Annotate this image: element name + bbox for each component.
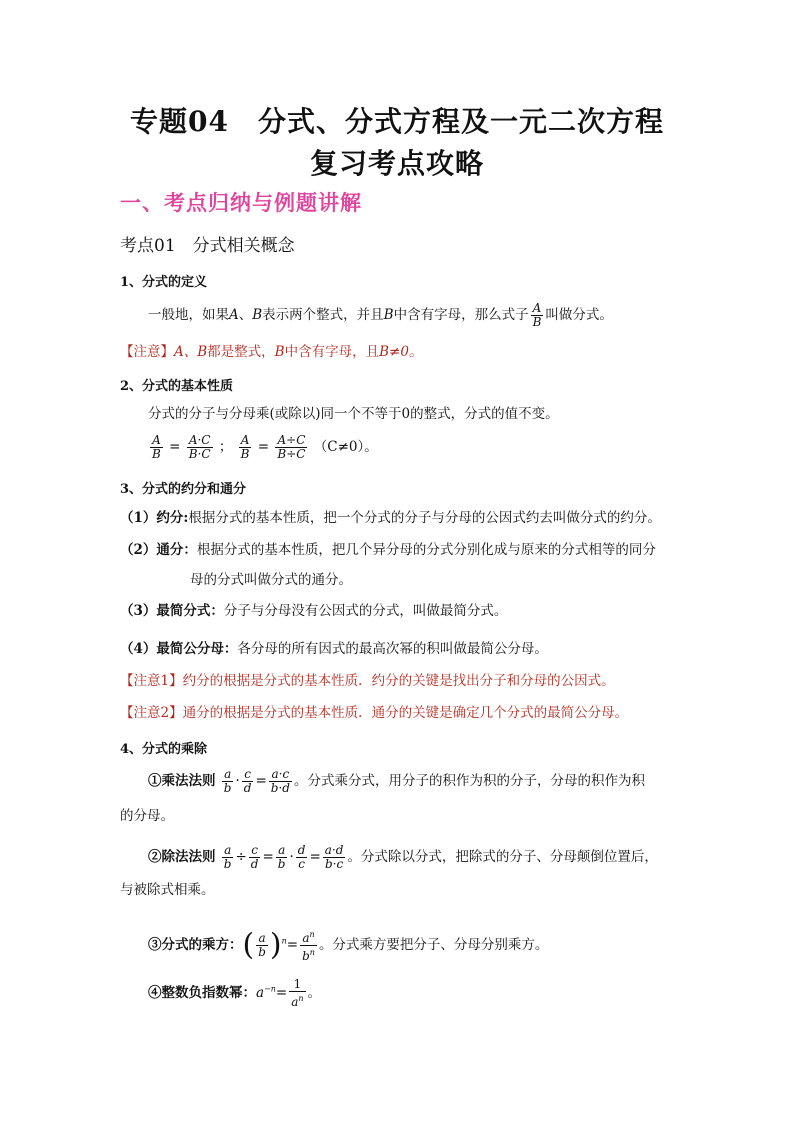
s4-pow-label: ③分式的乘方： bbox=[148, 937, 243, 953]
s4-mul-f2-den: d bbox=[243, 781, 252, 795]
s1-fraction bbox=[531, 302, 544, 329]
s3-item3-label: （3）最简分式： bbox=[120, 603, 224, 619]
s4-pow-eq: = bbox=[286, 937, 299, 953]
s1-var-a: A bbox=[229, 307, 239, 323]
s1-note-t1: A、B bbox=[174, 344, 208, 360]
s1-var-b2: B bbox=[383, 307, 394, 323]
s2-f3-num: A bbox=[240, 433, 250, 447]
s1-sep: 、 bbox=[238, 307, 253, 323]
s4-mul-f1 bbox=[222, 768, 234, 795]
s4-div-f4-den: c bbox=[298, 857, 305, 871]
s1-definition bbox=[148, 302, 613, 329]
s2-formula bbox=[148, 434, 378, 461]
section-banner: 一、考点归纳与例题讲解 bbox=[120, 191, 362, 215]
s4-div-f1 bbox=[222, 844, 234, 871]
s3-note1-text: 约分的根据是分式的基本性质．约分的关键是找出分子和分母的公因式。 bbox=[182, 673, 615, 689]
s3-note-1 bbox=[120, 671, 615, 691]
s1-frac-den: B bbox=[532, 315, 542, 329]
s3-item3-text: 分子与分母没有公因式的分式，叫做最简分式。 bbox=[223, 603, 508, 619]
s2-f2-den: B·C bbox=[188, 447, 211, 461]
s4-pow-r-den bbox=[300, 945, 317, 963]
s4-div-f4 bbox=[296, 844, 308, 871]
s4-mul-rule bbox=[148, 768, 645, 795]
s1-var-b: B bbox=[252, 307, 263, 323]
s4-div-f3-num: a bbox=[278, 843, 286, 857]
s3-item1-text: 根据分式的基本性质，把一个分式的分子与分母的公因式约去叫做分式的约分。 bbox=[188, 510, 661, 526]
s4-div-f2-den: d bbox=[250, 857, 259, 871]
s2-f2-num: A·C bbox=[188, 433, 211, 447]
s2-f1-den: B bbox=[152, 447, 161, 461]
s4-div-text: 。分式除以分式，把除式的分子、分母颠倒位置后， bbox=[347, 849, 658, 865]
s4-mul-dot: · bbox=[235, 773, 240, 789]
s4-pow-r-den-base: b bbox=[302, 949, 310, 963]
s4-neg-rule bbox=[148, 978, 321, 1009]
s3-item2-line2: 母的分式叫做分式的通分。 bbox=[190, 572, 352, 588]
s4-pow-text: 。分式乘方要把分子、分母分别乘方。 bbox=[318, 937, 549, 953]
s4-heading: 4、分式的乘除 bbox=[120, 742, 208, 757]
s4-mul-text2: 的分母。 bbox=[120, 808, 174, 824]
s4-neg-den-exp: n bbox=[298, 994, 304, 1003]
s1-note-t2: 都是整式， bbox=[207, 344, 275, 360]
s4-mul-f2-num: c bbox=[244, 767, 251, 781]
s3-item-3 bbox=[120, 601, 507, 621]
s3-item-4 bbox=[120, 639, 548, 659]
s3-note-2 bbox=[120, 703, 628, 723]
s1-text-before: 一般地，如果 bbox=[148, 307, 229, 323]
s3-heading: 3、分式的约分和通分 bbox=[120, 482, 247, 497]
s4-div-eq1: = bbox=[262, 849, 274, 865]
s3-note2-text: 通分的根据是分式的基本性质．通分的关键是确定几个分式的最简公分母。 bbox=[182, 705, 629, 721]
s4-div-result bbox=[323, 844, 346, 871]
s1-heading: 1、分式的定义 bbox=[120, 275, 208, 290]
s2-text: 分式的分子与分母乘(或除以)同一个不等于0的整式，分式的值不变。 bbox=[148, 406, 559, 422]
s4-neg-den bbox=[289, 991, 305, 1009]
s4-div-eq2: = bbox=[309, 849, 321, 865]
s4-pow-r-num-base: a bbox=[302, 931, 310, 945]
s4-pow-result bbox=[300, 928, 317, 963]
s4-mul-f2 bbox=[242, 768, 254, 795]
s4-neg-label: ④整数负指数幂： bbox=[148, 985, 256, 1001]
s4-pow-r-num bbox=[300, 928, 316, 945]
s3-note2-label: 【注意2】 bbox=[120, 705, 183, 721]
s4-mul-r-den: b·d bbox=[270, 781, 290, 795]
s3-item2-label: （2）通分： bbox=[120, 542, 197, 558]
s4-div-f1-den: b bbox=[223, 857, 232, 871]
s4-div-r-num: a·d bbox=[324, 843, 344, 857]
title-line-1: 专题04 分式、分式方程及一元二次方程 bbox=[130, 105, 664, 138]
s4-mul-f1-num: a bbox=[224, 767, 232, 781]
kaodian-heading: 考点01 分式相关概念 bbox=[120, 236, 295, 256]
s4-mul-r-num: a·c bbox=[271, 767, 290, 781]
s3-item2-text1: 根据分式的基本性质，把几个异分母的分式分别化成与原来的分式相等的同分 bbox=[196, 542, 656, 558]
s2-eq-1: = bbox=[169, 439, 181, 455]
s2-f4-num: A÷C bbox=[277, 433, 306, 447]
s2-f1-num: A bbox=[152, 433, 161, 447]
s4-mul-result bbox=[269, 768, 292, 795]
s4-div-r-den: b·c bbox=[325, 857, 344, 871]
s4-pow-rparen: ) bbox=[269, 927, 282, 963]
s4-div-f2-num: c bbox=[251, 843, 258, 857]
s4-neg-den-base: a bbox=[291, 995, 299, 1009]
s2-semicolon: ； bbox=[218, 439, 233, 455]
s4-mul-f1-den: b bbox=[223, 781, 232, 795]
s4-div-rule bbox=[148, 844, 658, 871]
s4-pow-r-den-exp: n bbox=[309, 948, 315, 957]
s3-item1-label: （1）约分: bbox=[120, 510, 189, 526]
s2-eq-2: = bbox=[257, 439, 270, 455]
s1-note bbox=[120, 342, 422, 362]
s4-div-f3 bbox=[276, 844, 288, 871]
s1-note-t4: 中含有字母，且 bbox=[284, 344, 380, 360]
s4-neg-eq: = bbox=[275, 985, 288, 1001]
s4-div-label: ②除法法则 bbox=[148, 849, 216, 865]
s4-neg-text: 。 bbox=[307, 985, 322, 1001]
s4-neg-num: 1 bbox=[293, 977, 302, 991]
s4-pow-lparen: ( bbox=[242, 927, 255, 963]
s1-text-mid2: 中含有字母，那么式子 bbox=[393, 307, 529, 323]
s1-text-mid: 表示两个整式，并且 bbox=[262, 307, 384, 323]
s4-pow-r-num-exp: n bbox=[309, 930, 315, 939]
s2-f4-den: B÷C bbox=[277, 447, 306, 461]
s4-div-sign: ÷ bbox=[235, 849, 247, 865]
s1-frac-num: A bbox=[532, 301, 542, 315]
s4-neg-exp: −n bbox=[264, 984, 276, 994]
s4-pow-frac bbox=[256, 932, 268, 959]
s2-condition: （C≠0）。 bbox=[313, 439, 378, 455]
s4-pow-num: a bbox=[258, 931, 266, 945]
s2-heading: 2、分式的基本性质 bbox=[120, 379, 234, 394]
s4-neg-frac bbox=[289, 978, 305, 1009]
s4-neg-base: a bbox=[256, 985, 265, 1001]
title-line-2: 复习考点攻略 bbox=[309, 147, 484, 180]
s1-note-t3: B bbox=[274, 344, 285, 360]
s4-div-f1-num: a bbox=[224, 843, 232, 857]
s4-div-f3-den: b bbox=[277, 857, 286, 871]
s4-div-dot: · bbox=[289, 849, 294, 865]
s2-frac-4 bbox=[275, 434, 307, 461]
s4-mul-text: 。分式乘分式，用分子的积作为积的分子，分母的积作为积 bbox=[293, 773, 645, 789]
s2-frac-1 bbox=[150, 434, 163, 461]
s3-item4-label: （4）最简公分母： bbox=[120, 641, 238, 657]
s1-note-label: 【注意】 bbox=[120, 344, 174, 360]
s4-mul-eq: = bbox=[255, 773, 267, 789]
s3-item-1 bbox=[120, 508, 661, 528]
s4-div-text2: 与被除式相乘。 bbox=[120, 882, 215, 898]
s4-div-f2 bbox=[249, 844, 261, 871]
s1-text-after: 叫做分式。 bbox=[545, 307, 613, 323]
s3-item-2 bbox=[120, 540, 656, 560]
s4-mul-label: ①乘法法则 bbox=[148, 773, 216, 789]
s2-frac-2 bbox=[187, 434, 213, 461]
s1-note-t5: B≠0。 bbox=[379, 344, 423, 360]
s4-pow-den: b bbox=[258, 945, 266, 959]
s3-item4-text: 各分母的所有因式的最高次幂的积叫做最简公分母。 bbox=[237, 641, 548, 657]
s4-div-f4-num: d bbox=[297, 843, 306, 857]
s3-note1-label: 【注意1】 bbox=[120, 673, 183, 689]
s4-pow-rule bbox=[148, 928, 548, 963]
s2-frac-3 bbox=[239, 434, 252, 461]
s4-pow-exp: n bbox=[281, 936, 287, 946]
s2-f3-den: B bbox=[240, 447, 250, 461]
